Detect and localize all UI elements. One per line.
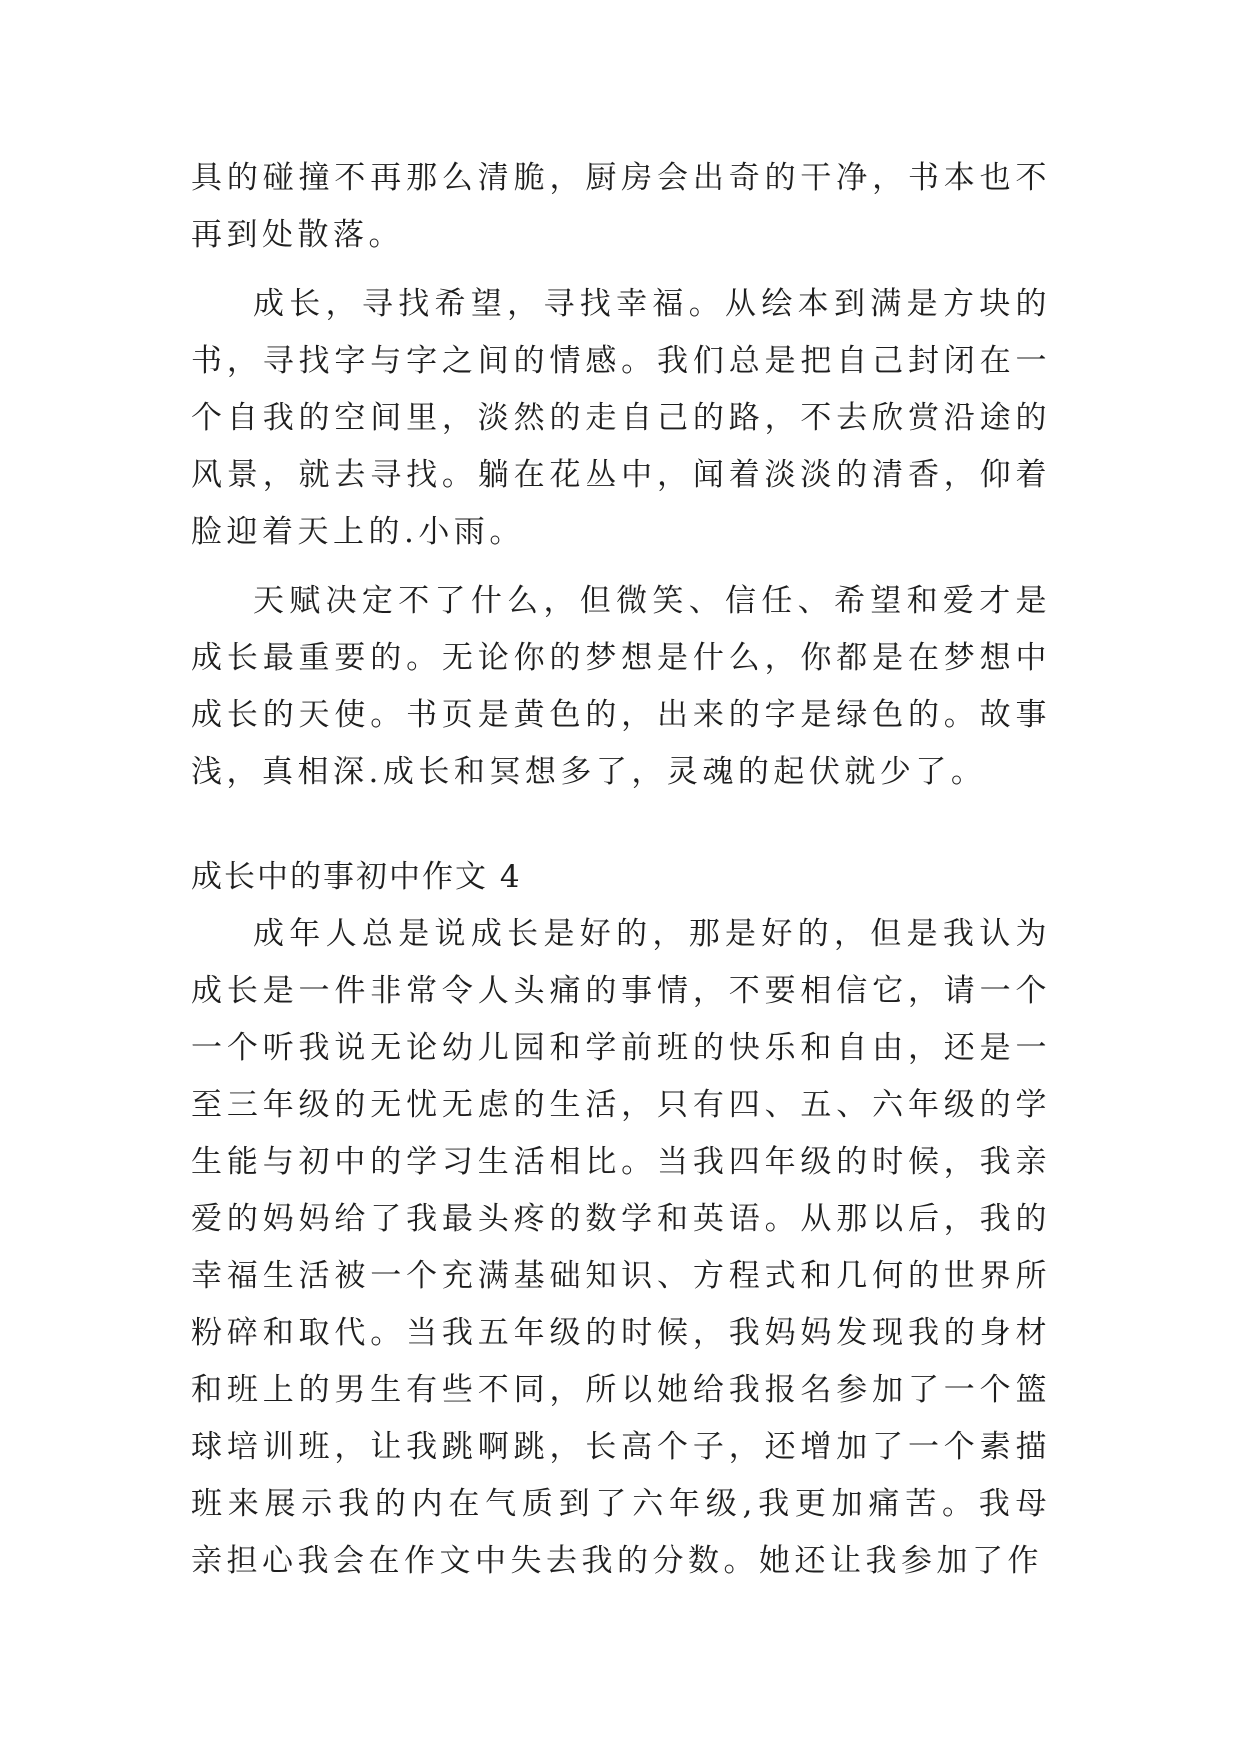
- document-body: [191, 150, 1051, 1602]
- paragraph-adults-say: 成年人总是说成长是好的，那是好的，但是我认为成长是一件非常令人头痛的事情，不要相信它，请一个一个听我说无论幼儿园和学前班的快乐和自由，还是一至三年级的无忧无虑的生活，只有四、五、六年级的学生能与初中的学习生活相比。当我四年级的时候，我亲爱的妈妈给了我最头疼的数学和英语。从那以后，我的幸福生活被一个充满基础知识、方程式和几何的世界所粉碎和取代。当我五年级的时候，我妈妈发现我的身材和班上的男生有些不同，所以她给我报名参加了一个篮球培训班，让我跳啊跳，长高个子，还增加了一个素描班来展示我的内在气质到了六年级,我更加痛苦。我母亲担心我会在作文中失去我的分数。她还让我参加了作: [191, 916, 1051, 1579]
- paragraph-talent: 天赋决定不了什么，但微笑、信任、希望和爱才是成长最重要的。无论你的梦想是什么，你都是在梦想中成长的天使。书页是黄色的，出来的字是绿色的。故事浅，真相深.成长和冥想多了，灵魂的起伏就少了。: [191, 583, 1051, 790]
- paragraph-continued: 具的碰撞不再那么清脆，厨房会出奇的干净，书本也不再到处散落。: [191, 160, 1051, 253]
- section-title: 成长中的事初中作文 4: [191, 859, 522, 895]
- paragraph-growth-hope: 成长，寻找希望，寻找幸福。从绘本到满是方块的书，寻找字与字之间的情感。我们总是把自己封闭在一个自我的空间里，淡然的走自己的路，不去欣赏沿途的风景，就去寻找。躺在花丛中，闻着淡淡的清香，仰着脸迎着天上的.小雨。: [191, 286, 1051, 550]
